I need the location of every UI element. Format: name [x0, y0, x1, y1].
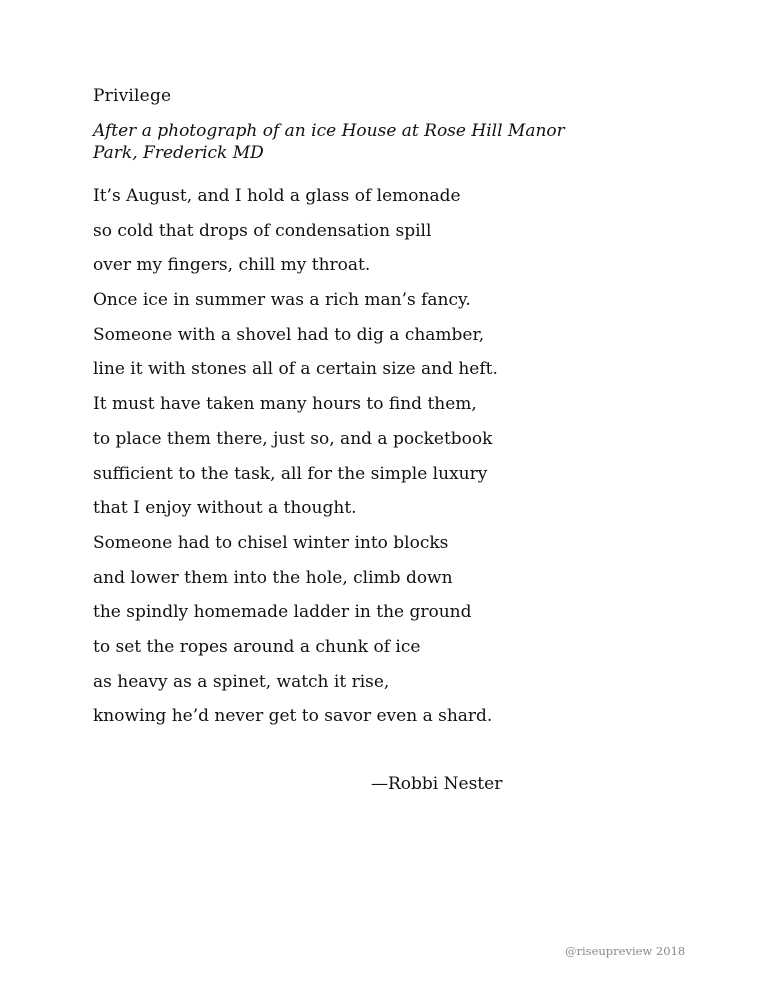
poem-body [93, 184, 713, 739]
poem-line: so cold that drops of condensation spill [93, 220, 432, 241]
poem-line: Once ice in summer was a rich man’s fancy. [93, 290, 471, 311]
poem-line: It must have taken many hours to find them, [93, 394, 477, 415]
poem-line: as heavy as a spinet, watch it rise, [93, 671, 390, 692]
poem-line: over my fingers, chill my throat. [93, 255, 371, 276]
poem-title: Privilege [93, 86, 172, 106]
poem-line: and lower them into the hole, climb down [93, 567, 453, 588]
poem-line: Someone had to chisel winter into blocks [93, 532, 449, 553]
footer-credit: @riseupreview 2018 [565, 944, 686, 958]
poem-line: that I enjoy without a thought. [93, 498, 357, 519]
poem-line: to set the ropes around a chunk of ice [93, 636, 421, 657]
poem-line: the spindly homemade ladder in the ground [93, 602, 472, 623]
poem-line: to place them there, just so, and a pocketbook [93, 428, 493, 449]
poem-line: Someone with a shovel had to dig a chamber, [93, 324, 485, 345]
poem-line: It’s August, and I hold a glass of lemonade [93, 186, 461, 206]
subtitle-line: Park, Frederick MD [93, 143, 264, 163]
subtitle-line: After a photograph of an ice House at Rose Hill Manor [93, 121, 565, 141]
poem-line: knowing he’d never get to savor even a shard. [93, 706, 493, 727]
poem-author: —Robbi Nester [371, 774, 503, 794]
poem-subtitle [93, 120, 633, 164]
poem-line: sufficient to the task, all for the simple luxury [93, 463, 488, 484]
poem-line: line it with stones all of a certain size and heft. [93, 359, 498, 380]
